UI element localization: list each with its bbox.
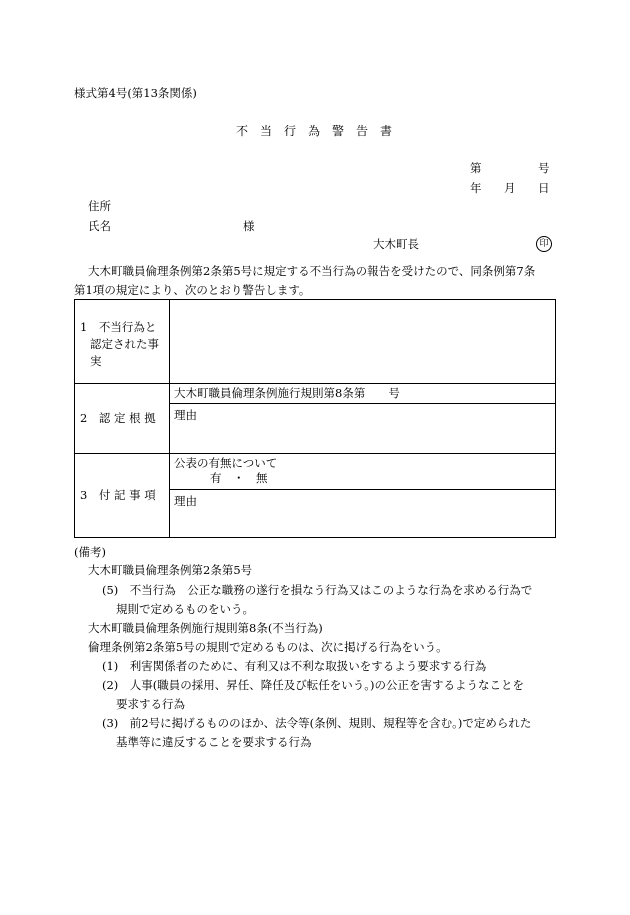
number-dai: 第 bbox=[470, 161, 482, 175]
note-1: 大木町職員倫理条例第2条第5号 bbox=[88, 563, 253, 577]
note-4: 倫理条例第2条第5号の規則で定めるものは、次に掲げる行為をいう。 bbox=[88, 640, 448, 654]
note-7a: (3) 前2号に掲げるもののほか、法令等(条例、規則、規程等を含む。)で定められた bbox=[102, 716, 532, 730]
row3-options: 有 ・ 無 bbox=[210, 471, 268, 485]
row3-publication: 公表の有無について bbox=[174, 456, 278, 470]
date-month: 月 bbox=[504, 181, 516, 195]
row3-reason-cell bbox=[170, 490, 556, 538]
note-5: (1) 利害関係者のために、有利又は不利な取扱いをするよう要求する行為 bbox=[102, 659, 487, 673]
name-label: 氏名 bbox=[88, 219, 111, 233]
row3-label-cell bbox=[75, 454, 170, 538]
number-go: 号 bbox=[538, 161, 550, 175]
row2-label-cell bbox=[75, 384, 170, 454]
intro-line-1: 大木町職員倫理条例第2条第5号に規定する不当行為の報告を受けたので、同条例第7条 bbox=[88, 264, 536, 278]
row1-label-line2: 認定された事 bbox=[90, 337, 159, 351]
address-label: 住所 bbox=[88, 199, 111, 213]
row1-label-line3: 実 bbox=[90, 354, 102, 368]
row2-rule-cell bbox=[170, 384, 556, 404]
row3-reason: 理由 bbox=[174, 494, 197, 508]
note-6b: 要求する行為 bbox=[116, 697, 185, 711]
note-6a: (2) 人事(職員の採用、昇任、降任及び転任をいう。)の公正を害するようなことを bbox=[102, 678, 525, 692]
row1-label-line1: 1 不当行為と bbox=[80, 320, 157, 334]
form-number: 様式第4号(第13条関係) bbox=[74, 86, 197, 100]
row2-rule: 大木町職員倫理条例施行規則第8条第 号 bbox=[174, 386, 400, 400]
issuer: 大木町長 bbox=[373, 237, 419, 251]
note-2a: (5) 不当行為 公正な職務の遂行を損なう行為又はこのような行為を求める行為で bbox=[102, 583, 533, 597]
intro-line-2: 第1項の規定により、次のとおり警告します。 bbox=[74, 283, 311, 297]
notes-heading: (備考) bbox=[74, 545, 106, 559]
date-day: 日 bbox=[538, 181, 550, 195]
row1-content-cell bbox=[170, 300, 556, 384]
row2-reason-cell bbox=[170, 404, 556, 454]
sama-honorific: 様 bbox=[243, 219, 255, 233]
note-2b: 規則で定めるものをいう。 bbox=[116, 602, 254, 616]
row3-publication-cell bbox=[170, 454, 556, 490]
document-title: 不 当 行 為 警 告 書 bbox=[236, 124, 393, 138]
seal-mark: 印 bbox=[536, 236, 552, 252]
note-3: 大木町職員倫理条例施行規則第8条(不当行為) bbox=[88, 621, 323, 635]
row2-label: 2 認 定 根 拠 bbox=[80, 411, 156, 425]
warning-table bbox=[74, 299, 556, 538]
row1-label-cell bbox=[75, 300, 170, 384]
note-7b: 基準等に違反することを要求する行為 bbox=[116, 735, 312, 749]
row3-label: 3 付 記 事 項 bbox=[80, 488, 156, 502]
date-year: 年 bbox=[470, 181, 482, 195]
row2-reason: 理由 bbox=[174, 408, 197, 422]
